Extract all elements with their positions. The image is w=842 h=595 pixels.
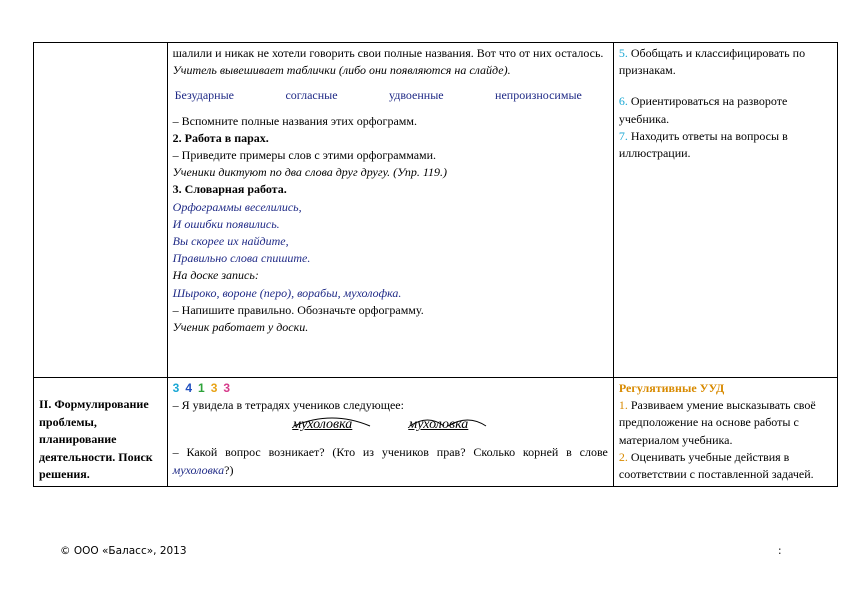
word-variant-2: [408, 414, 488, 444]
board-label: На доске запись:: [172, 268, 259, 283]
section-heading: 3. Словарная работа.: [172, 182, 287, 197]
footer-copyright: © ООО «Баласс», 2013: [60, 545, 187, 557]
word-variant-1: [292, 414, 372, 444]
orthogram-terms: [173, 79, 608, 112]
paragraph: шалили и никак не хотели говорить свои полные названия. Вот что от них осталось.: [172, 46, 604, 60]
handwritten-word: мухоловка: [292, 417, 353, 433]
board-words: Шыроко, вороне (перо), ворабьи, мухолофка.: [172, 285, 402, 300]
question: – Какой вопрос возникает? (Кто из учеников прав? Сколько корней в слове мухоловка?): [172, 445, 608, 477]
instruction: – Напишите правильно. Обозначьте орфограмму.: [172, 302, 424, 317]
term: согласные: [285, 88, 338, 103]
table-row: [34, 378, 838, 487]
handwritten-words: [173, 414, 608, 444]
uud-item: 2. Оценивать учебные действия в соответствии с поставленной задачей.: [618, 449, 814, 482]
poem-line: Вы скорее их найдите,: [172, 234, 289, 249]
activity-cell: [167, 378, 613, 487]
student-note: Ученики диктуют по два слова друг другу. (Упр. 119.): [172, 165, 447, 180]
poem-line: Правильно слова спишите.: [172, 251, 311, 266]
poem-line: Орфограммы веселились,: [172, 199, 302, 214]
stage-cell-empty: [34, 43, 168, 378]
instruction: – Вспомните полные названия этих орфограмм.: [172, 113, 417, 128]
uud-cell: [613, 43, 837, 378]
uud-item: 6. Ориентироваться на развороте учебника.: [618, 94, 788, 126]
uud-cell: [613, 378, 837, 487]
teacher-note: Учитель вывешивает таблички (либо они появляются на слайде).: [172, 63, 511, 78]
poem-line: И ошибки появились.: [172, 216, 280, 231]
stage-title: II. Формулирование проблемы, планирование деятельности. Поиск решения.: [39, 397, 153, 481]
stage-cell: [34, 378, 168, 487]
uud-item: 5. Обобщать и классифицировать по признакам.: [618, 46, 806, 78]
instruction: – Я увидела в тетрадях учеников следующее:: [172, 398, 404, 413]
uud-title: Регулятивные УУД: [618, 381, 725, 395]
uud-item: 1. Развиваем умение высказывать своё предположение на основе работы с материалом учебника.: [618, 398, 816, 447]
handwritten-word: мухоловка: [408, 417, 469, 433]
term: Безударные: [174, 88, 234, 103]
table-row: [34, 43, 838, 378]
student-note: Ученик работает у доски.: [172, 320, 309, 335]
color-numbers: 3 4 1 3 3: [172, 381, 231, 395]
instruction: – Приведите примеры слов с этими орфограммами.: [172, 148, 437, 163]
activity-cell: [167, 43, 613, 378]
uud-item: 7. Находить ответы на вопросы в иллюстрации.: [618, 128, 788, 161]
term: удвоенные: [388, 88, 444, 103]
term: непроизносимые: [495, 88, 582, 103]
section-heading: 2. Работа в парах.: [172, 130, 269, 145]
lesson-table: [33, 42, 838, 487]
footer-mark: :: [778, 545, 782, 557]
